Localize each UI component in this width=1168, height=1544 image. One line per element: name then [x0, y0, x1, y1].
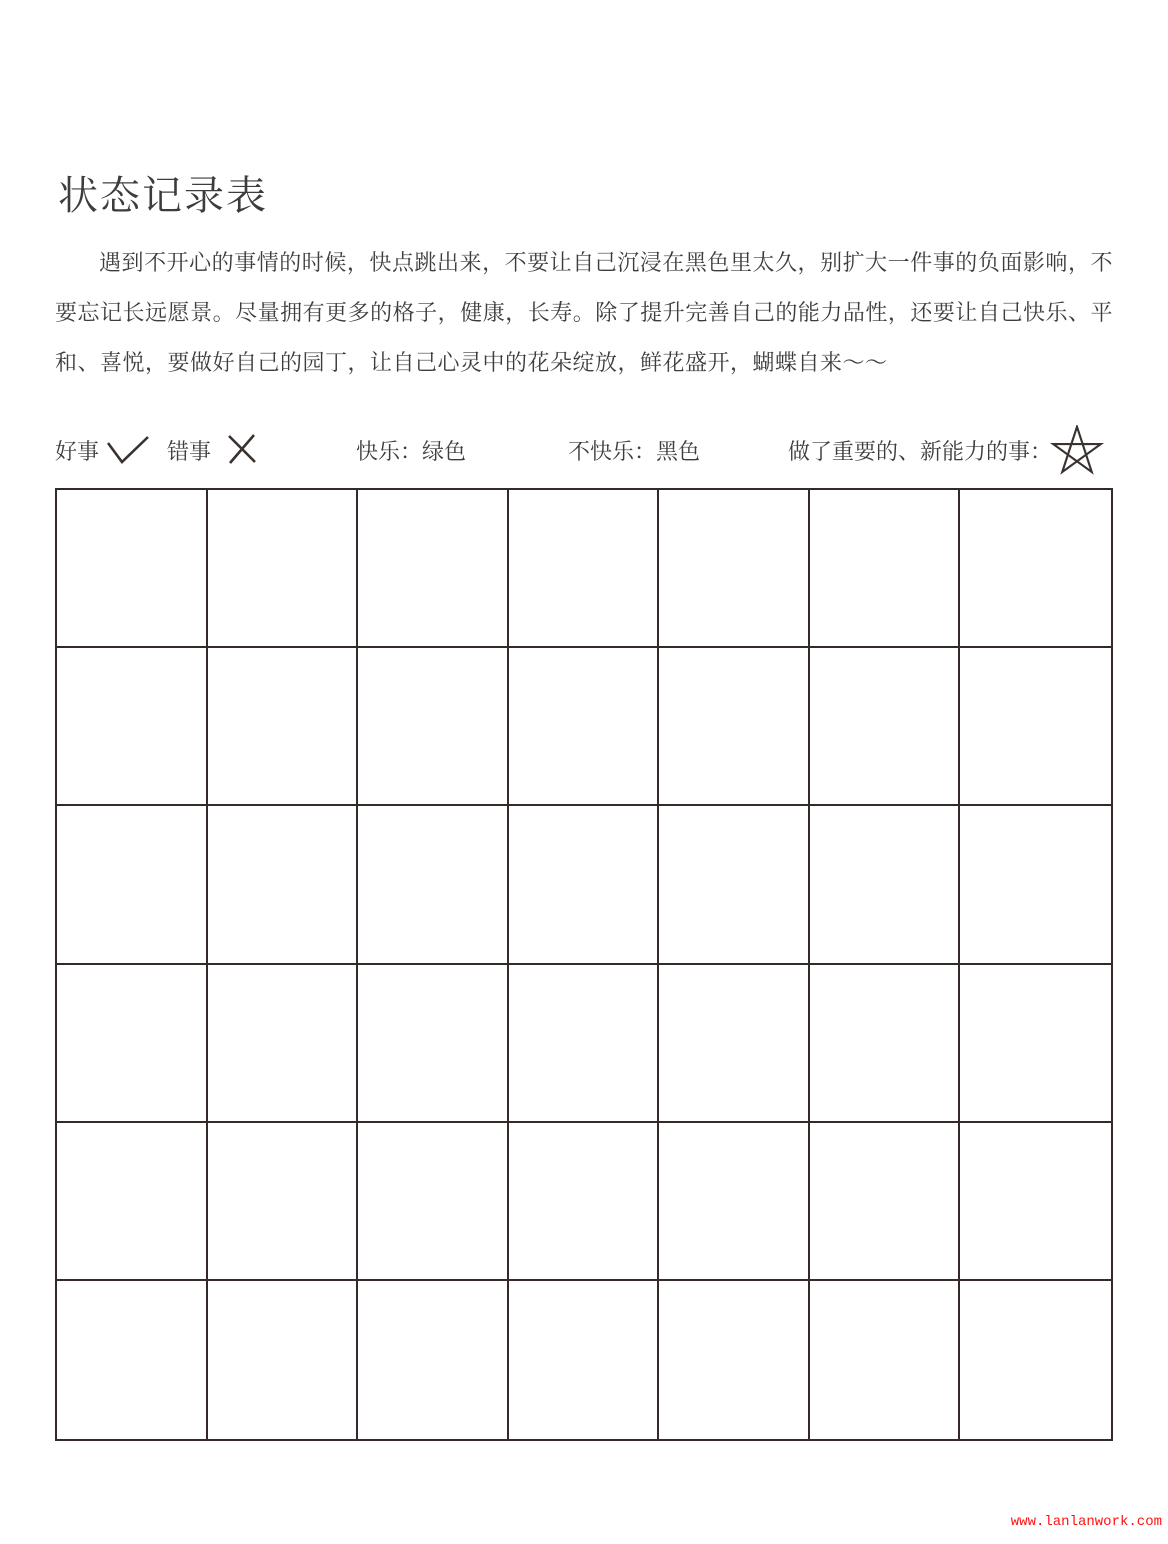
grid-cell	[960, 648, 1111, 806]
grid-cell	[960, 965, 1111, 1123]
grid-cell	[509, 490, 660, 648]
grid-cell	[659, 490, 810, 648]
cross-icon	[226, 433, 258, 465]
watermark: www.lanlanwork.com	[1010, 1514, 1162, 1530]
legend-happy-label: 快乐：绿色	[356, 439, 467, 464]
grid-cell	[659, 1123, 810, 1281]
record-grid	[55, 488, 1113, 1441]
grid-cell	[960, 1281, 1111, 1439]
grid-cell	[810, 490, 961, 648]
grid-cell	[810, 806, 961, 964]
grid-cell	[659, 806, 810, 964]
page-title: 状态记录表	[58, 174, 268, 218]
legend-row	[0, 423, 1168, 475]
grid-cell	[57, 965, 208, 1123]
grid-cell	[358, 648, 509, 806]
legend-good-label: 好事	[55, 439, 100, 464]
grid-cell	[358, 490, 509, 648]
grid-cell	[960, 806, 1111, 964]
grid-cell	[57, 1281, 208, 1439]
grid-cell	[57, 806, 208, 964]
grid-cell	[358, 1281, 509, 1439]
grid-cell	[509, 648, 660, 806]
grid-cell	[358, 1123, 509, 1281]
grid-cell	[810, 648, 961, 806]
grid-cell	[208, 806, 359, 964]
grid-cell	[509, 806, 660, 964]
grid-cell	[208, 965, 359, 1123]
intro-paragraph: 遇到不开心的事情的时候，快点跳出来，不要让自己沉浸在黑色里太久，别扩大一件事的负面影响，不要忘记长远愿景。尽量拥有更多的格子，健康，长寿。除了提升完善自己的能力品性，还要让自己快乐、平和、喜悦，要做好自己的园丁，让自己心灵中的花朵绽放，鲜花盛开，蝴蝶自来～～	[55, 250, 1113, 375]
star-icon	[1048, 425, 1106, 475]
grid-cell	[960, 490, 1111, 648]
grid-cell	[810, 1123, 961, 1281]
grid-cell	[659, 1281, 810, 1439]
grid-cell	[208, 1281, 359, 1439]
grid-cell	[960, 1123, 1111, 1281]
grid-cell	[509, 1123, 660, 1281]
grid-cell	[509, 1281, 660, 1439]
legend-important-label: 做了重要的、新能力的事：	[788, 439, 1053, 464]
grid-cell	[57, 490, 208, 648]
grid-cell	[358, 806, 509, 964]
grid-cell	[659, 648, 810, 806]
grid-cell	[57, 1123, 208, 1281]
legend-unhappy-label: 不快乐：黑色	[568, 439, 701, 464]
grid-cell	[57, 648, 208, 806]
grid-cell	[810, 965, 961, 1123]
grid-cell	[659, 965, 810, 1123]
grid-cell	[208, 490, 359, 648]
checkmark-icon	[106, 435, 150, 465]
legend-bad-label: 错事	[167, 439, 212, 464]
grid-cell	[810, 1281, 961, 1439]
grid-cell	[358, 965, 509, 1123]
grid-cell	[208, 1123, 359, 1281]
grid-cell	[208, 648, 359, 806]
grid-cell	[509, 965, 660, 1123]
